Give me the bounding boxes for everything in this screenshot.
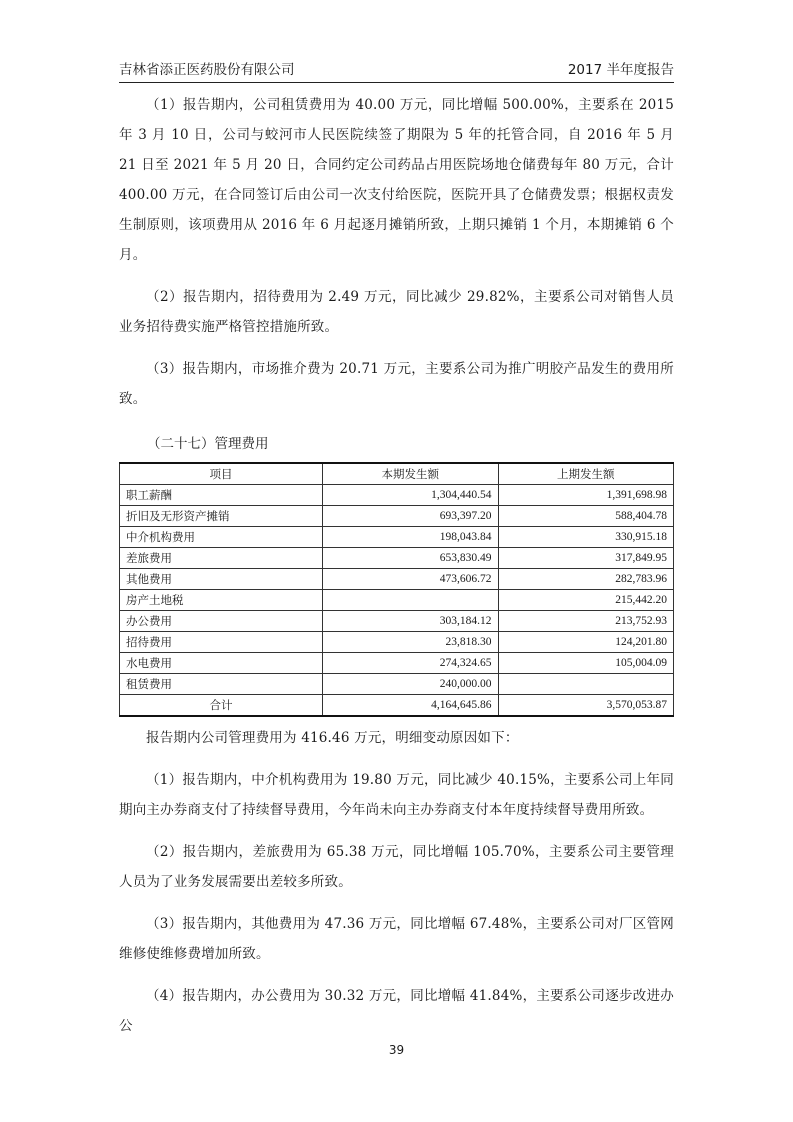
row-prior: 213,752.93 — [498, 611, 674, 632]
table-row — [120, 548, 674, 569]
row-current: 473,606.72 — [323, 569, 499, 590]
total-prior: 3,570,053.87 — [498, 695, 674, 717]
admin-expense-table — [119, 462, 674, 717]
table-row — [120, 485, 674, 506]
row-current: 653,830.49 — [323, 548, 499, 569]
row-current: 303,184.12 — [323, 611, 499, 632]
paragraph: （3）报告期内，市场推介费为 20.71 万元，主要系公司为推广明胶产品发生的费用所致。 — [119, 361, 674, 407]
row-name: 其他费用 — [120, 569, 323, 590]
paragraph: （4）报告期内，办公费用为 30.32 万元，同比增幅 41.84%，主要系公司逐步改进办公 — [119, 988, 674, 1034]
row-name: 职工薪酬 — [120, 485, 323, 506]
table-row — [120, 653, 674, 674]
row-name: 水电费用 — [120, 653, 323, 674]
row-current: 23,818.30 — [323, 632, 499, 653]
row-prior: 588,404.78 — [498, 506, 674, 527]
section-title: （二十七）管理费用 — [147, 436, 269, 452]
row-current: 274,324.65 — [323, 653, 499, 674]
row-name: 差旅费用 — [120, 548, 323, 569]
row-name: 中介机构费用 — [120, 527, 323, 548]
row-name: 房产土地税 — [120, 590, 323, 611]
table-row — [120, 569, 674, 590]
row-prior: 124,201.80 — [498, 632, 674, 653]
page-number: 39 — [388, 1043, 405, 1057]
total-label: 合计 — [120, 695, 323, 717]
company-name: 吉林省添正医药股份有限公司 — [119, 62, 295, 78]
paragraph: （3）报告期内，其他费用为 47.36 万元，同比增幅 67.48%，主要系公司对厂区管网维修使维修费增加所致。 — [119, 916, 674, 962]
row-current: 240,000.00 — [323, 674, 499, 695]
table-row — [120, 527, 674, 548]
row-name: 办公费用 — [120, 611, 323, 632]
paragraph: （2）报告期内，差旅费用为 65.38 万元，同比增幅 105.70%，主要系公司主要管理人员为了业务发展需要出差较多所致。 — [119, 844, 674, 890]
paragraph: 报告期内公司管理费用为 416.46 万元，明细变动原因如下： — [146, 730, 519, 746]
table-row — [120, 611, 674, 632]
total-current: 4,164,645.86 — [323, 695, 499, 717]
row-name: 招待费用 — [120, 632, 323, 653]
table-row — [120, 506, 674, 527]
report-title: 2017 半年度报告 — [567, 62, 674, 78]
row-prior: 215,442.20 — [498, 590, 674, 611]
row-current: 1,304,440.54 — [323, 485, 499, 506]
table-header-row — [120, 463, 674, 485]
header-current: 本期发生额 — [323, 463, 499, 485]
row-name: 租赁费用 — [120, 674, 323, 695]
paragraph: （1）报告期内，公司租赁费用为 40.00 万元，同比增幅 500.00%，主要系在 2015 年 3 月 10 日，公司与蛟河市人民医院续签了期限为 5 年的托管合同，自 2016 年 5 月 21 日至 2021 年 5 月 20 日，合同约定公司药品占用医院场地仓储费每年 80 万元，合计 400.00 万元，在合同签订后由公司一次支付给医院，医院开具了仓储费发票；根据权责发生制原则，该项费用从 2016 年 6 月起逐月摊销所致，上期只摊销 1 个月，本期摊销 6 个月。 — [119, 97, 674, 263]
row-name: 折旧及无形资产摊销 — [120, 506, 323, 527]
row-prior: 282,783.96 — [498, 569, 674, 590]
table-row — [120, 674, 674, 695]
row-current — [323, 590, 499, 611]
row-prior: 1,391,698.98 — [498, 485, 674, 506]
row-current: 693,397.20 — [323, 506, 499, 527]
row-current: 198,043.84 — [323, 527, 499, 548]
page-content — [119, 90, 674, 1053]
table-row — [120, 632, 674, 653]
row-prior: 105,004.09 — [498, 653, 674, 674]
table-total-row — [120, 695, 674, 717]
row-prior — [498, 674, 674, 695]
row-prior: 317,849.95 — [498, 548, 674, 569]
paragraph: （2）报告期内，招待费用为 2.49 万元，同比减少 29.82%，主要系公司对销售人员业务招待费实施严格管控措施所致。 — [119, 289, 674, 335]
table-row — [120, 590, 674, 611]
row-prior: 330,915.18 — [498, 527, 674, 548]
page-header — [119, 58, 674, 83]
header-item: 项目 — [120, 463, 323, 485]
paragraph: （1）报告期内，中介机构费用为 19.80 万元，同比减少 40.15%，主要系公司上年同期向主办券商支付了持续督导费用，今年尚未向主办券商支付本年度持续督导费用所致。 — [119, 772, 674, 818]
header-prior: 上期发生额 — [498, 463, 674, 485]
